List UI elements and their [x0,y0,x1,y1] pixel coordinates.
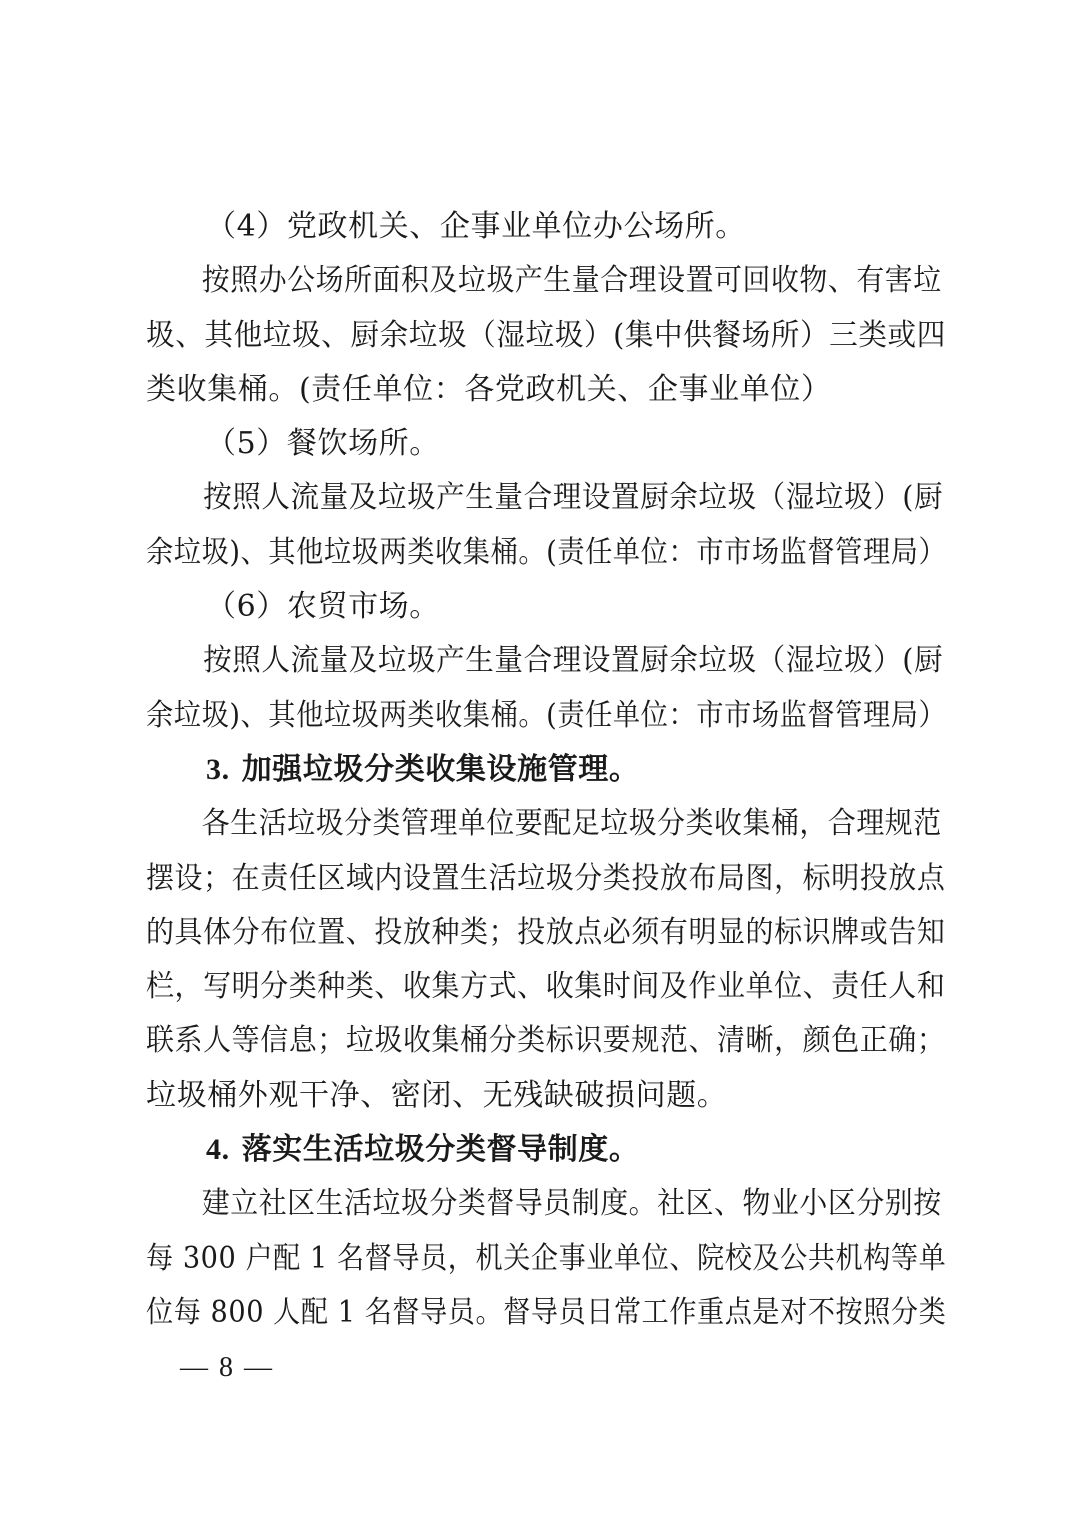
section-4-heading [146,1123,946,1177]
paragraph-line: 各生活垃圾分类管理单位要配足垃圾分类收集桶，合理规范 [201,806,942,842]
section-title: 加强垃圾分类收集设施管理。 [241,751,640,787]
section-number: 3. [206,752,230,786]
paragraph-line: 余垃圾)、其他垃圾两类收集桶。(责任单位：市市场监督管理局） [146,697,947,733]
paragraph-line: 每 300 户配 1 名督导员，机关企事业单位、院校及公共机构等单 [146,1240,947,1276]
paragraph-line: 的具体分布位置、投放种类；投放点必须有明显的标识牌或告知 [146,914,946,950]
paragraph-line: 栏，写明分类种类、收集方式、收集时间及作业单位、责任人和 [146,969,946,1005]
item-5-heading: （5）餐饮场所。 [206,426,440,462]
paragraph-line: 联系人等信息；垃圾收集桶分类标识要规范、清晰，颜色正确； [146,1023,946,1059]
section-3-heading [146,743,946,797]
document-body [146,200,946,1340]
paragraph-line: 类收集桶。(责任单位：各党政机关、企事业单位） [146,371,832,407]
paragraph-line: 建立社区生活垃圾分类督导员制度。社区、物业小区分别按 [201,1186,942,1222]
paragraph-line: 摆设；在责任区域内设置生活垃圾分类投放布局图，标明投放点 [146,860,946,896]
section-title: 落实生活垃圾分类督导制度。 [241,1132,640,1168]
item-6-heading: （6）农贸市场。 [206,589,440,625]
item-4-heading: （4）党政机关、企事业单位办公场所。 [206,209,746,244]
page-number: — 8 — [180,1352,274,1383]
paragraph-line: 垃圾桶外观干净、密闭、无残缺破损问题。 [146,1077,728,1113]
paragraph-line: 圾、其他垃圾、厨余垃圾（湿垃圾）(集中供餐场所）三类或四 [146,317,946,353]
paragraph-line: 余垃圾)、其他垃圾两类收集桶。(责任单位：市市场监督管理局） [146,534,947,570]
paragraph-line: 按照人流量及垃圾产生量合理设置厨余垃圾（湿垃圾）(厨 [203,480,944,516]
paragraph-line: 按照办公场所面积及垃圾产生量合理设置可回收物、有害垃 [201,263,942,299]
paragraph-line: 位每 800 人配 1 名督导员。督导员日常工作重点是对不按照分类 [146,1294,947,1330]
paragraph-line: 按照人流量及垃圾产生量合理设置厨余垃圾（湿垃圾）(厨 [203,643,944,679]
section-number: 4. [206,1133,230,1167]
